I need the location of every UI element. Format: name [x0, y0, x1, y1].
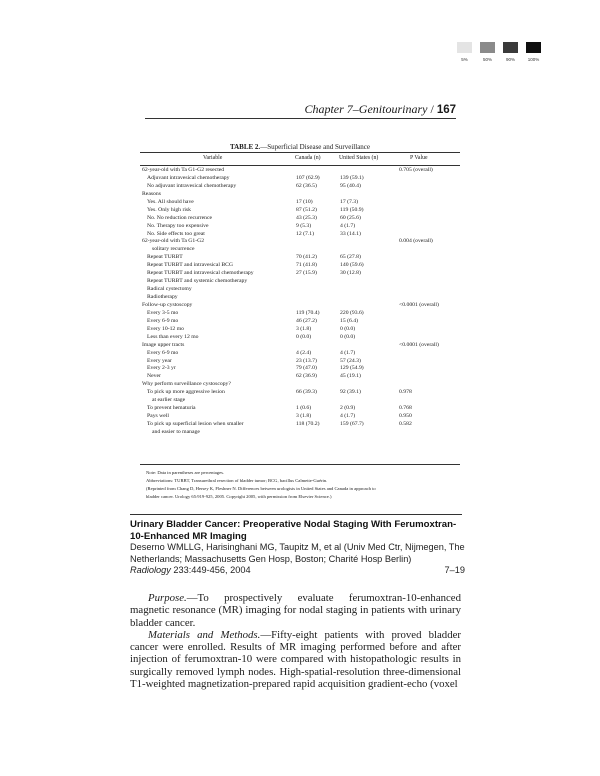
cell-variable: Every 3-5 mo — [147, 309, 179, 316]
article-title: Urinary Bladder Cancer: Preoperative Nodal Staging With Ferumoxtran-10-Enhanced MR Imaging — [130, 519, 457, 542]
cell-variable: Yes. Only high risk — [147, 206, 191, 213]
table-row — [140, 215, 460, 223]
cell-variable: No. Side effects too great — [147, 230, 205, 237]
cell-canada: 23 (13.7) — [296, 357, 317, 364]
table-row — [140, 342, 460, 350]
cell-us: 15 (6.4) — [340, 317, 359, 324]
cell-variable: Repeat TURBT and intravesical BCG — [147, 262, 234, 269]
journal-name: Radiology — [130, 565, 171, 576]
cell-variable: Adjuvant intravesical chemotherapy — [147, 174, 230, 181]
table-row — [140, 183, 460, 191]
cell-variable: Every 6-9 mo — [147, 317, 179, 324]
table-row — [140, 350, 460, 358]
methods-paragraph — [130, 629, 461, 690]
cell-us: 2 (0.9) — [340, 405, 356, 412]
table-bottom-rule — [140, 464, 460, 465]
cell-variable: 62-year-old with Ta G1-G2 — [142, 238, 205, 245]
table-row — [140, 389, 460, 397]
swatch-box — [503, 42, 518, 53]
cell-us: 60 (25.6) — [340, 214, 361, 221]
cell-us: 119 (50.9) — [340, 206, 364, 213]
cell-canada: 70 (41.2) — [296, 254, 317, 261]
cell-us: 17 (7.3) — [340, 198, 359, 205]
table-row — [140, 326, 460, 334]
cell-us: 0 (0.0) — [340, 333, 356, 340]
table-title — [140, 143, 460, 151]
article-meta — [130, 542, 465, 577]
swatch-50 — [478, 42, 497, 62]
cell-canada: 62 (36.5) — [296, 182, 317, 189]
cell-us: 95 (40.4) — [340, 182, 361, 189]
abstract-body — [130, 592, 461, 690]
cell-us: 0 (0.0) — [340, 325, 356, 332]
header-variable: Variable — [203, 155, 223, 161]
methods-label: Materials and Methods. — [148, 628, 261, 641]
table-note: Note: Data in parentheses are percentages. — [146, 470, 225, 475]
cell-variable: Repeat TURBT and intravesical chemotherapy — [147, 270, 254, 277]
cell-variable: No adjuvant intravesical chemotherapy — [147, 182, 237, 189]
cell-canada: 3 (1.8) — [296, 325, 312, 332]
cell-p-value: 0.768 — [399, 405, 412, 412]
running-head — [300, 102, 456, 117]
cell-variable: To pick up more aggressive lesion — [147, 389, 225, 396]
cell-canada: 107 (62.9) — [296, 174, 320, 181]
swatch-label: 100% — [527, 57, 540, 62]
cell-variable: 62-year-old with Ta G1-G2 resected — [142, 167, 225, 173]
cell-canada: 1 (0.6) — [296, 405, 312, 412]
cell-us: 220 (93.6) — [340, 309, 364, 316]
cell-canada: 79 (47.0) — [296, 365, 317, 372]
table-row — [140, 223, 460, 231]
chapter-title: Chapter 7–Genitourinary — [304, 102, 428, 116]
cell-variable: Every 2-3 yr — [147, 365, 176, 372]
separator: / — [430, 102, 434, 116]
purpose-label: Purpose. — [148, 592, 187, 604]
cell-variable: at earlier stage — [152, 397, 186, 404]
cell-canada: 46 (27.2) — [296, 317, 317, 324]
table-body — [140, 167, 460, 437]
table-header — [140, 154, 460, 164]
cell-canada: 71 (41.8) — [296, 262, 317, 269]
cell-variable: Radiotherapy — [147, 294, 178, 300]
cell-p-value: <0.0001 (overall) — [399, 301, 439, 308]
cell-variable: No. No reduction recurrence — [147, 214, 213, 221]
cell-variable: Yes. All should have — [147, 198, 194, 205]
table-header-rule — [140, 165, 460, 166]
color-calibration-bar — [455, 42, 543, 62]
swatch-box — [526, 42, 541, 53]
cell-canada: 3 (1.8) — [296, 413, 312, 420]
cell-canada: 119 (70.4) — [296, 309, 320, 316]
cell-variable: Every year — [147, 357, 172, 364]
cell-variable: To prevent hematuria — [147, 405, 196, 412]
header-us: United States (n) — [339, 155, 379, 161]
table-row — [140, 334, 460, 342]
table-row — [140, 167, 460, 175]
swatch-5 — [455, 42, 474, 62]
cell-variable: Repeat TURBT — [147, 254, 183, 261]
cell-variable: Never — [147, 373, 161, 380]
cell-canada: 9 (5.3) — [296, 222, 312, 229]
table-row — [140, 397, 460, 405]
table-note: bladder cancer. Urology 65:919-925, 2005. Copyright 2005, with permission from Elsevier Science.) — [146, 494, 332, 499]
table-row — [140, 294, 460, 302]
cell-variable: Every 6-9 mo — [147, 349, 179, 356]
table-row — [140, 413, 460, 421]
cell-us: 4 (1.7) — [340, 413, 356, 420]
table-caption: —Superficial Disease and Surveillance — [260, 143, 371, 151]
cell-variable: To pick up superficial lesion when smaller — [147, 421, 244, 427]
table-row — [140, 302, 460, 310]
table-row — [140, 191, 460, 199]
cell-us: 129 (54.9) — [340, 365, 364, 372]
cell-us: 4 (1.7) — [340, 222, 356, 229]
methods-text: —Fifty-eight patients with proved bladder cancer were enrolled. Results of MR imaging performed before and after injection of ferumoxtran-10 were compared with histopathologic results in surgically removed lymph nodes. High-spatial-resolution three-dimensional T1-weighted magnetization-prepared rapid acquisition gradient-echo (voxel — [130, 628, 461, 691]
cell-us: 57 (24.3) — [340, 357, 361, 364]
table-row — [140, 286, 460, 294]
header-rule — [145, 118, 456, 119]
cell-us: 45 (19.1) — [340, 373, 361, 380]
article-authors: Deserno WMLLG, Harisinghani MG, Taupitz M, et al (Univ Med Ctr, Nijmegen, The Netherlands; Massachusetts Gen Hosp, Boston; Charité Hosp Berlin) — [130, 542, 465, 564]
cell-p-value: 0.950 — [399, 413, 412, 420]
cell-canada: 43 (25.3) — [296, 214, 317, 221]
table-number: TABLE 2. — [229, 143, 261, 151]
table-row — [140, 270, 460, 278]
abstract-code: 7–19 — [444, 565, 465, 576]
table-notes — [146, 469, 466, 501]
cell-variable: solitary recurrence — [152, 246, 195, 253]
purpose-paragraph — [130, 592, 461, 629]
swatch-label: 50% — [482, 57, 492, 62]
cell-us: 33 (14.1) — [340, 230, 361, 237]
cell-p-value: 0.705 (overall) — [399, 167, 433, 173]
cell-canada: 66 (39.3) — [296, 389, 317, 396]
citation-details: 233:449-456, 2004 — [170, 565, 251, 576]
cell-canada: 12 (7.1) — [296, 230, 315, 237]
cell-variable: and easier to manage — [152, 428, 200, 435]
cell-variable: Why perform surveillance cystoscopy? — [142, 381, 231, 388]
swatch-100 — [524, 42, 543, 62]
header-canada: Canada (n) — [295, 155, 321, 161]
table-row — [140, 278, 460, 286]
swatch-box — [480, 42, 495, 53]
cell-variable: Every 10-12 mo — [147, 325, 184, 332]
cell-us: 4 (1.7) — [340, 349, 356, 356]
cell-canada: 87 (51.2) — [296, 206, 317, 213]
table-note: Abbreviations: TURBT, Transurethral resection of bladder tumor; BCG, bacillus Calmette-Guérin. — [146, 478, 328, 483]
table-row — [140, 429, 460, 437]
cell-us: 65 (27.8) — [340, 254, 361, 261]
cell-variable: Pays well — [147, 413, 169, 420]
cell-canada: 4 (2.4) — [296, 349, 312, 356]
table-row — [140, 318, 460, 326]
table-row — [140, 238, 460, 246]
cell-us: 159 (67.7) — [340, 421, 364, 427]
cell-canada: 62 (36.9) — [296, 373, 317, 380]
header-p-value: P Value — [410, 155, 428, 161]
cell-variable: Follow-up cystoscopy — [142, 301, 193, 308]
table-top-rule — [140, 152, 460, 153]
cell-us: 140 (59.6) — [340, 262, 364, 269]
cell-us: 92 (39.1) — [340, 389, 361, 396]
swatch-box — [457, 42, 472, 53]
cell-canada: 118 (70.2) — [296, 421, 320, 427]
cell-us: 30 (12.8) — [340, 270, 361, 277]
section-rule — [130, 514, 462, 515]
cell-us: 139 (59.1) — [340, 174, 364, 181]
swatch-90 — [501, 42, 520, 62]
cell-variable: Less than every 12 mo — [147, 333, 199, 340]
cell-p-value: 0.004 (overall) — [399, 238, 433, 245]
cell-variable: Repeat TURBT and systemic chemotherapy — [147, 278, 248, 285]
page-number: 167 — [436, 104, 456, 116]
cell-p-value: 0.978 — [399, 389, 412, 396]
purpose-text: —To prospectively evaluate ferumoxtran-10-enhanced magnetic resonance (MR) imaging for nodal staging in patients with urinary bladder cancer. — [130, 592, 461, 629]
cell-variable: Image upper tracts — [142, 341, 185, 348]
cell-canada: 0 (0.0) — [296, 333, 312, 340]
article-citation — [130, 565, 465, 577]
cell-canada: 17 (10) — [296, 198, 313, 205]
cell-variable: No. Therapy too expensive — [147, 222, 209, 229]
swatch-label: 90% — [505, 57, 515, 62]
table-row — [140, 405, 460, 413]
cell-p-value: <0.0001 (overall) — [399, 341, 439, 348]
cell-variable: Radical cystectomy — [147, 286, 192, 293]
cell-variable: Reasons — [142, 190, 161, 197]
cell-canada: 27 (15.9) — [296, 270, 317, 277]
table-row — [140, 310, 460, 318]
table-note: (Reprinted from Chang D, Hersey K, Fleshner N. Differences between urologists in United States and Canada in approach to — [146, 486, 376, 491]
swatch-label: 5% — [461, 57, 468, 62]
table-row — [140, 421, 460, 429]
table-row — [140, 199, 460, 207]
cell-p-value: 0.582 — [399, 421, 412, 427]
table-row — [140, 207, 460, 215]
table-row — [140, 262, 460, 270]
table-row — [140, 175, 460, 183]
